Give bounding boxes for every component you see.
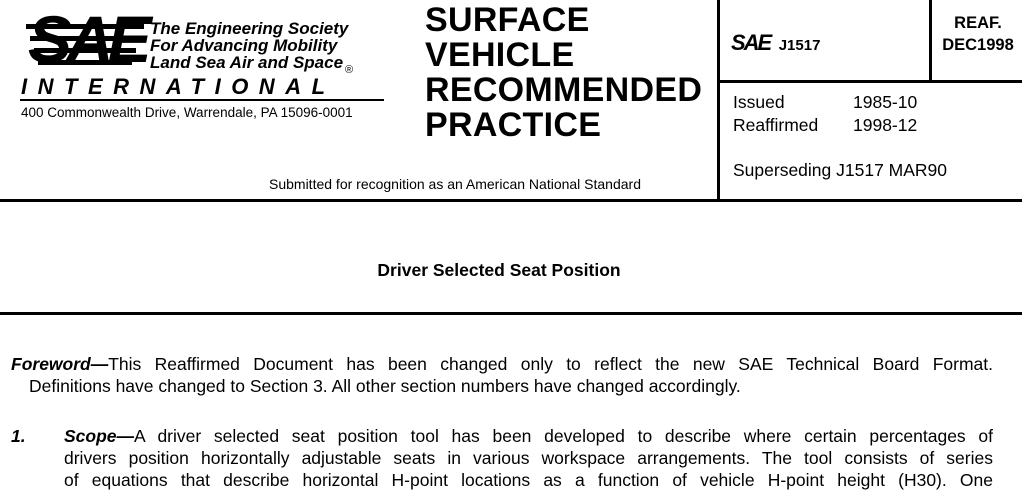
title-line-4: PRACTICE	[425, 106, 602, 144]
section-1-line-1: Scope—A driver selected seat position tool has been developed to describe where certain percentages of	[64, 426, 993, 446]
ansi-submission-note: Submitted for recognition as an American National Standard	[269, 176, 641, 192]
society-line-2: For Advancing Mobility	[150, 36, 338, 55]
document-title: Driver Selected Seat Position	[377, 260, 621, 280]
doc-number: J1517	[778, 37, 821, 54]
title-line-2: VEHICLE	[425, 36, 575, 74]
foreword-line-1: Foreword—This Reaffirmed Document has been changed only to reflect the new SAE Technical Board Format.	[11, 354, 993, 374]
issued-label: Issued	[733, 92, 785, 112]
section-1-number: 1.	[11, 426, 26, 446]
section-1-paragraph	[64, 425, 993, 491]
sae-small-logo: SAE	[731, 30, 771, 55]
registered-mark: ®	[345, 64, 354, 76]
section-1-line-3: of equations that describe horizontal H-point locations as a function of vehicle H-point height (H30). One	[64, 470, 993, 490]
sae-logo	[26, 2, 156, 76]
reaffirmed-label: Reaffirmed	[733, 115, 819, 135]
foreword-line-2: Definitions have changed to Section 3. All other section numbers have changed accordingly.	[29, 376, 741, 396]
section-1-heading: Scope—	[64, 426, 135, 446]
logo-underline	[20, 99, 384, 101]
issued-value: 1985-10	[853, 92, 918, 112]
issued-row	[733, 91, 785, 114]
foreword-heading: Foreword—	[11, 354, 109, 374]
header-bottom-rule	[0, 199, 1022, 202]
title-line-1: SURFACE	[425, 1, 590, 39]
reaffirmed-value: 1998-12	[853, 115, 918, 135]
info-box-horizontal-rule	[717, 80, 1022, 83]
reaffirmation-code: REAF. DEC1998	[942, 14, 1014, 54]
international-wordmark: INTERNATIONAL	[21, 74, 336, 99]
info-box-left-border	[717, 0, 720, 200]
title-line-3: RECOMMENDED	[425, 71, 703, 109]
doc-number-block	[731, 30, 820, 56]
superseding-note: Superseding J1517 MAR90	[733, 160, 948, 180]
address: 400 Commonwealth Drive, Warrendale, PA 15096-0001	[21, 105, 353, 120]
society-line-1: The Engineering Society	[150, 19, 349, 38]
society-line-3: Land Sea Air and Space $_®$	[150, 53, 354, 76]
document-category-title	[425, 3, 702, 143]
title-bottom-rule	[0, 312, 1022, 315]
foreword-paragraph	[11, 353, 993, 397]
section-1-line-2: drivers position horizontally adjustable seats in various workspace arrangements. The tool consists of series	[64, 448, 993, 468]
info-box-divider	[929, 0, 932, 82]
society-tagline	[150, 19, 354, 76]
sae-logo-letters: SAE	[28, 2, 146, 76]
